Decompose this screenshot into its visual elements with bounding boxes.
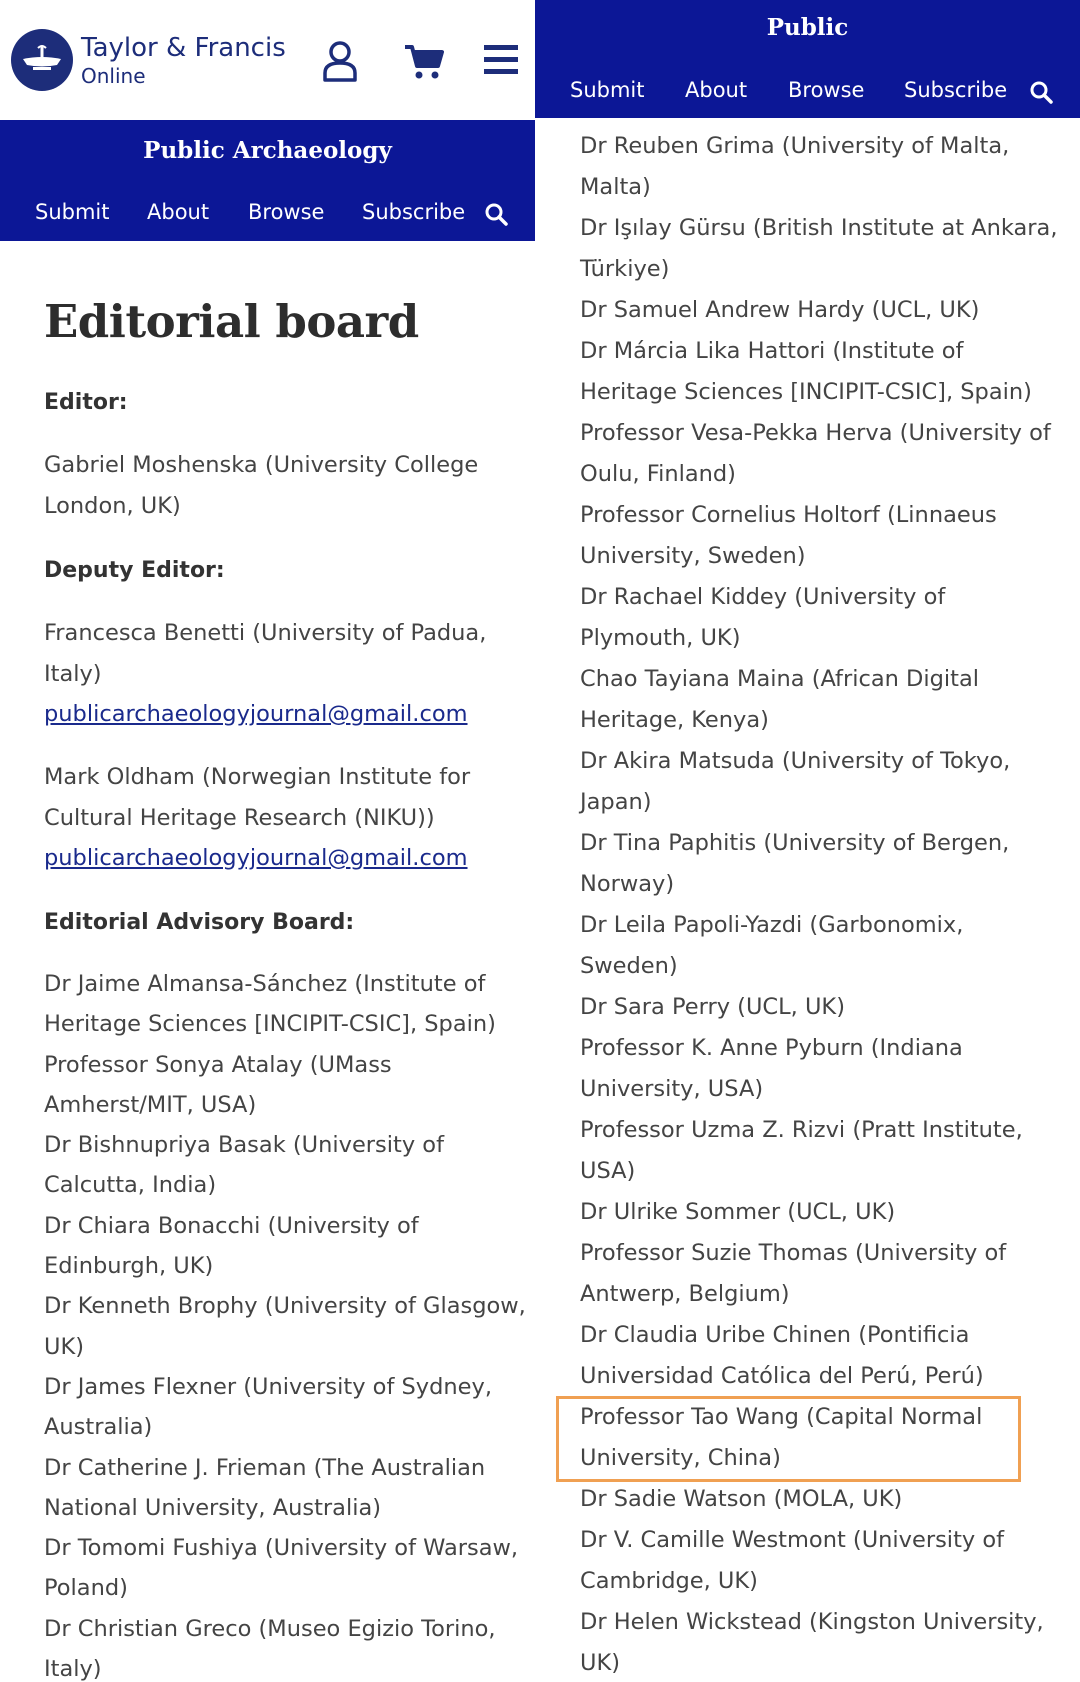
deputy-editor-heading: Deputy Editor:: [44, 558, 225, 583]
nav-submit[interactable]: Submit: [35, 200, 110, 224]
site-header: [0, 0, 535, 120]
brand-name[interactable]: [81, 33, 286, 89]
page-title: Editorial board: [44, 295, 419, 348]
journal-title[interactable]: Public Archaeology: [143, 137, 392, 164]
list-item: Dr Christian Greco (Museo Egizio Torino, Italy): [44, 1615, 496, 1682]
search-icon[interactable]: [484, 202, 508, 226]
list-item: Dr Ulrike Sommer (UCL, UK): [580, 1199, 896, 1225]
nav-browse[interactable]: Browse: [248, 200, 325, 224]
list-item: Dr Chiara Bonacchi (University of Edinburgh, UK): [44, 1212, 419, 1280]
list-item: Dr Bishnupriya Basak (University of Calcutta, India): [44, 1132, 444, 1199]
nav-browse[interactable]: Browse: [788, 78, 865, 102]
list-item: Professor Suzie Thomas (University of Antwerp, Belgium): [580, 1240, 1007, 1307]
list-item: Dr Claudia Uribe Chinen (Pontificia Universidad Católica del Perú, Perú): [580, 1322, 984, 1389]
list-item: Dr Leila Papoli-Yazdi (Garbonomix, Sweden): [580, 912, 964, 979]
highlight-box: [556, 1396, 1021, 1482]
deputy-editor-2-name: Mark Oldham (Norwegian Institute for Cultural Heritage Research (NIKU)): [44, 764, 471, 831]
search-icon[interactable]: [1029, 80, 1053, 104]
nav-subscribe[interactable]: Subscribe: [362, 200, 466, 224]
journal-bar: [0, 120, 535, 241]
brand-line1: Taylor & Francis: [81, 33, 286, 63]
list-item: Dr Jaime Almansa-Sánchez (Institute of Heritage Sciences [INCIPIT-CSIC], Spain): [44, 971, 496, 1038]
menu-icon[interactable]: [484, 45, 518, 75]
list-item: Dr V. Camille Westmont (University of Cambridge, UK): [580, 1527, 1005, 1594]
journal-bar-right: [535, 0, 1080, 118]
list-item: Dr Kenneth Brophy (University of Glasgow, UK): [44, 1293, 526, 1360]
advisory-board-heading: Editorial Advisory Board:: [44, 910, 355, 935]
list-item: Dr Helen Wickstead (Kingston University, UK): [580, 1609, 1044, 1676]
list-item: Professor Sonya Atalay (UMass Amherst/MIT, USA): [44, 1051, 392, 1118]
left-screenshot: [0, 0, 535, 1682]
list-item-highlighted: Professor Tao Wang (Capital Normal University, China): [580, 1404, 983, 1471]
advisory-board-list-left: [44, 964, 530, 1682]
list-item: Dr Rachael Kiddey (University of Plymouth, UK): [580, 584, 946, 651]
brand-line2: Online: [81, 64, 146, 88]
list-item: Dr Tomomi Fushiya (University of Warsaw, Poland): [44, 1535, 519, 1602]
list-item: Dr Reuben Grima (University of Malta, Malta): [580, 133, 1010, 200]
journal-title-partial[interactable]: Public: [766, 14, 849, 41]
list-item: Professor Vesa-Pekka Herva (University of Oulu, Finland): [580, 420, 1051, 487]
deputy-editor-entry-2: [44, 757, 514, 879]
nav-subscribe[interactable]: Subscribe: [904, 78, 1008, 102]
cart-icon[interactable]: [404, 44, 444, 80]
deputy-editor-2-email-link[interactable]: publicarchaeologyjournal@gmail.com: [44, 845, 468, 871]
list-item: Dr Akira Matsuda (University of Tokyo, Japan): [580, 748, 1011, 815]
nav-submit[interactable]: Submit: [570, 78, 645, 102]
list-item: Professor K. Anne Pyburn (Indiana University, USA): [580, 1035, 963, 1102]
deputy-editor-entry-1: [44, 613, 514, 735]
list-item: Dr James Flexner (University of Sydney, Australia): [44, 1373, 492, 1441]
deputy-editor-1-name: Francesca Benetti (University of Padua, Italy): [44, 620, 487, 687]
list-item: Dr Márcia Lika Hattori (Institute of Heritage Sciences [INCIPIT-CSIC], Spain): [580, 338, 1032, 405]
list-item: Dr Sara Perry (UCL, UK): [580, 994, 845, 1020]
list-item: Dr Işılay Gürsu (British Institute at Ankara, Türkiye): [580, 215, 1058, 282]
deputy-editor-1-email-link[interactable]: publicarchaeologyjournal@gmail.com: [44, 701, 468, 727]
user-icon[interactable]: [322, 40, 358, 82]
list-item: Professor Uzma Z. Rizvi (Pratt Institute, USA): [580, 1117, 1023, 1184]
list-item: Dr Catherine J. Frieman (The Australian National University, Australia): [44, 1454, 486, 1521]
list-item: Professor Cornelius Holtorf (Linnaeus University, Sweden): [580, 502, 997, 569]
list-item: Dr Samuel Andrew Hardy (UCL, UK): [580, 297, 980, 323]
editor-heading: Editor:: [44, 390, 128, 415]
list-item: Dr Sadie Watson (MOLA, UK): [580, 1486, 903, 1512]
nav-about[interactable]: About: [685, 78, 748, 102]
list-item: Dr Tina Paphitis (University of Bergen, Norway): [580, 830, 1010, 897]
editor-entry: Gabriel Moshenska (University College London, UK): [44, 452, 479, 519]
nav-about[interactable]: About: [147, 200, 210, 224]
list-item: Chao Tayiana Maina (African Digital Heritage, Kenya): [580, 666, 980, 733]
taylor-francis-logo-icon[interactable]: [11, 29, 73, 91]
right-screenshot: [535, 0, 1080, 1682]
